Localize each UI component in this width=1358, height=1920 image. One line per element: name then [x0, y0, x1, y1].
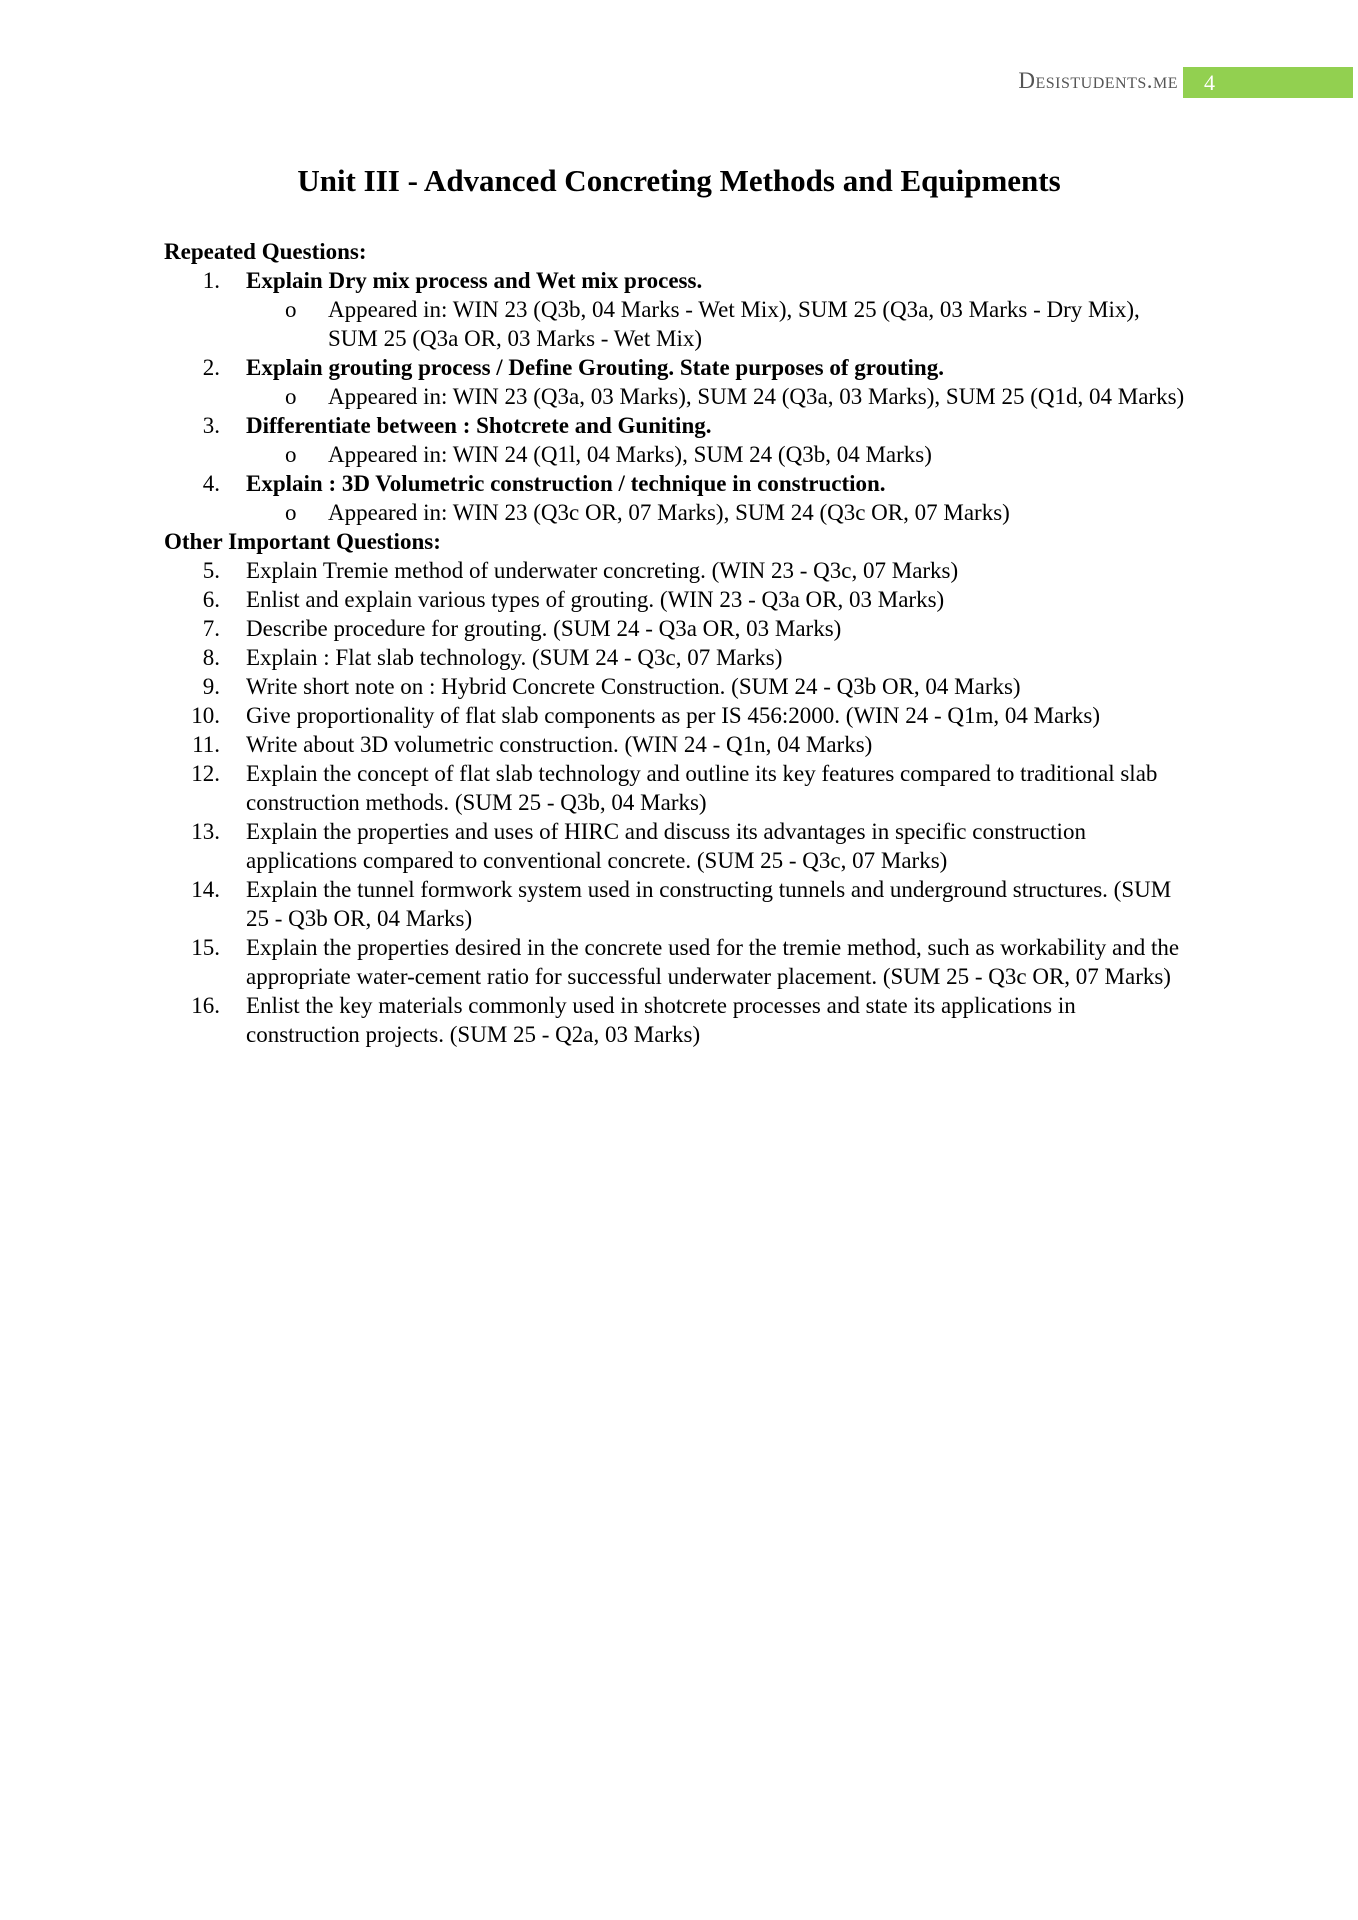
question-text: Explain grouting process / Define Grouting. State purposes of grouting. — [246, 355, 944, 380]
question-text: Explain Tremie method of underwater concreting. (WIN 23 - Q3c, 07 Marks) — [246, 558, 959, 583]
repeated-question-item — [164, 266, 1194, 353]
bullet-icon: o — [285, 297, 297, 322]
question-item — [164, 556, 1194, 585]
bullet-icon: o — [285, 442, 297, 467]
page-number-badge: 4 — [1183, 67, 1353, 98]
question-text: Explain : Flat slab technology. (SUM 24 - Q3c, 07 Marks) — [246, 645, 783, 670]
question-item — [164, 701, 1194, 730]
question-number: 4. — [202, 471, 220, 496]
question-text: Differentiate between : Shotcrete and Guniting. — [246, 413, 712, 438]
question-number: 10. — [191, 703, 220, 728]
bullet-icon: o — [285, 384, 297, 409]
question-text: Explain the concept of flat slab technology and outline its key features compared to traditional slab construction methods. (SUM 25 - Q3b, 04 Marks) — [246, 761, 1158, 815]
question-item — [164, 933, 1194, 991]
question-text: Give proportionality of flat slab components as per IS 456:2000. (WIN 24 - Q1m, 04 Marks) — [246, 703, 1101, 728]
question-item — [164, 585, 1194, 614]
other-questions-list — [164, 556, 1194, 1049]
question-text: Explain : 3D Volumetric construction / technique in construction. — [246, 471, 886, 496]
question-text: Explain the properties and uses of HIRC and discuss its advantages in specific construction applications compared to conventional concrete. (SUM 25 - Q3c, 07 Marks) — [246, 819, 1086, 873]
question-item — [164, 759, 1194, 817]
question-text: Enlist the key materials commonly used in shotcrete processes and state its applications in construction projects. (SUM 25 - Q2a, 03 Marks) — [246, 993, 1076, 1047]
question-number: 8. — [202, 645, 220, 670]
question-number: 14. — [191, 877, 220, 902]
question-number: 7. — [202, 616, 220, 641]
question-item — [164, 817, 1194, 875]
question-text: Describe procedure for grouting. (SUM 24 - Q3a OR, 03 Marks) — [246, 616, 842, 641]
appeared-in-text: Appeared in: WIN 23 (Q3b, 04 Marks - Wet Mix), SUM 25 (Q3a, 03 Marks - Dry Mix), SUM 25 (Q3a OR, 03 Marks - Wet Mix) — [328, 297, 1140, 351]
appeared-in-text: Appeared in: WIN 24 (Q1l, 04 Marks), SUM 24 (Q3b, 04 Marks) — [328, 442, 932, 467]
question-number: 5. — [202, 558, 220, 583]
repeated-question-item — [164, 353, 1194, 411]
site-name — [1018, 68, 1178, 94]
question-item — [164, 672, 1194, 701]
question-text: Write short note on : Hybrid Concrete Construction. (SUM 24 - Q3b OR, 04 Marks) — [246, 674, 1021, 699]
site-name-rest: esistudents.me — [1035, 68, 1178, 93]
question-number: 1. — [202, 268, 220, 293]
question-number: 6. — [202, 587, 220, 612]
question-content — [164, 237, 1194, 1049]
question-number: 9. — [202, 674, 220, 699]
question-number: 15. — [191, 935, 220, 960]
repeated-questions-heading: Repeated Questions: — [164, 239, 367, 264]
repeated-question-item — [164, 469, 1194, 527]
question-number: 13. — [191, 819, 220, 844]
question-number: 2. — [202, 355, 220, 380]
question-item — [164, 991, 1194, 1049]
question-number: 16. — [191, 993, 220, 1018]
question-text: Enlist and explain various types of grouting. (WIN 23 - Q3a OR, 03 Marks) — [246, 587, 945, 612]
site-name-initial: D — [1018, 68, 1036, 93]
question-number: 12. — [191, 761, 220, 786]
appeared-in-text: Appeared in: WIN 23 (Q3a, 03 Marks), SUM 24 (Q3a, 03 Marks), SUM 25 (Q1d, 04 Marks) — [328, 384, 1185, 409]
bullet-icon: o — [285, 500, 297, 525]
question-number: 11. — [192, 732, 220, 757]
page-title: Unit III - Advanced Concreting Methods and Equipments — [297, 163, 1061, 198]
question-text: Explain the properties desired in the concrete used for the tremie method, such as workability and the appropriate water-cement ratio for successful underwater placement. (SUM 25 - Q3c OR, 07 Marks) — [246, 935, 1180, 989]
repeated-questions-list — [164, 266, 1194, 527]
other-questions-heading: Other Important Questions: — [164, 529, 441, 554]
question-text: Write about 3D volumetric construction. (WIN 24 - Q1n, 04 Marks) — [246, 732, 873, 757]
repeated-question-item — [164, 411, 1194, 469]
question-item — [164, 730, 1194, 759]
appeared-in-text: Appeared in: WIN 23 (Q3c OR, 07 Marks), SUM 24 (Q3c OR, 07 Marks) — [328, 500, 1010, 525]
question-number: 3. — [202, 413, 220, 438]
question-item — [164, 643, 1194, 672]
question-item — [164, 875, 1194, 933]
question-item — [164, 614, 1194, 643]
question-text: Explain Dry mix process and Wet mix process. — [246, 268, 703, 293]
question-text: Explain the tunnel formwork system used in constructing tunnels and underground structures. (SUM 25 - Q3b OR, 04 Marks) — [246, 877, 1172, 931]
